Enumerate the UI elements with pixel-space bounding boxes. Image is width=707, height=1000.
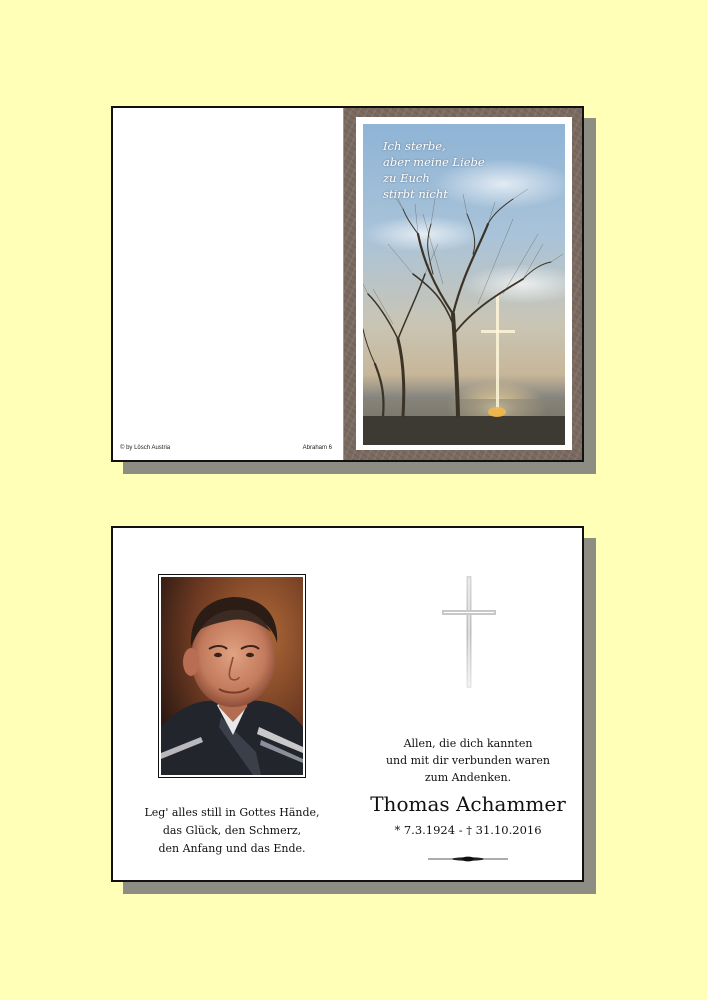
- card-outside-sheet: [111, 106, 584, 462]
- verse-line: das Glück, den Schmerz,: [162, 824, 302, 837]
- card-outside: [111, 106, 596, 474]
- cover-photo-frame: [356, 117, 572, 450]
- man-portrait-image: [161, 577, 303, 775]
- card-back-page: [113, 108, 344, 460]
- cover-quote-line: Ich sterbe,: [383, 139, 446, 153]
- card-inside-sheet: [111, 526, 584, 882]
- cover-quote-line: stirbt nicht: [383, 187, 448, 201]
- life-dates: * 7.3.1924 - † 31.10.2016: [394, 823, 542, 837]
- verse-right: [353, 735, 583, 786]
- cover-photo-trees-sunset: [363, 124, 565, 445]
- card-cover: [344, 108, 582, 460]
- cover-quote: [383, 138, 485, 202]
- portrait-photo: [161, 577, 303, 775]
- verse-line: Allen, die dich kannten: [403, 737, 533, 750]
- verse-line: Leg' alles still in Gottes Hände,: [144, 806, 320, 819]
- verse-line: den Anfang und das Ende.: [158, 842, 306, 855]
- ornament-divider: [428, 847, 508, 866]
- model-number: Abraham 6: [302, 445, 332, 451]
- verse-left: [133, 804, 331, 858]
- card-inside: [111, 526, 596, 894]
- cover-quote-line: aber meine Liebe: [383, 155, 485, 169]
- cross-icon: [439, 576, 499, 692]
- portrait-frame: [158, 574, 306, 778]
- copyright-text: © by Lösch Austria: [120, 445, 171, 451]
- verse-line: und mit dir verbunden waren: [385, 754, 551, 767]
- cover-quote-line: zu Euch: [383, 171, 430, 185]
- deceased-name: Thomas Achammer: [370, 792, 566, 816]
- verse-line: zum Andenken.: [424, 771, 512, 784]
